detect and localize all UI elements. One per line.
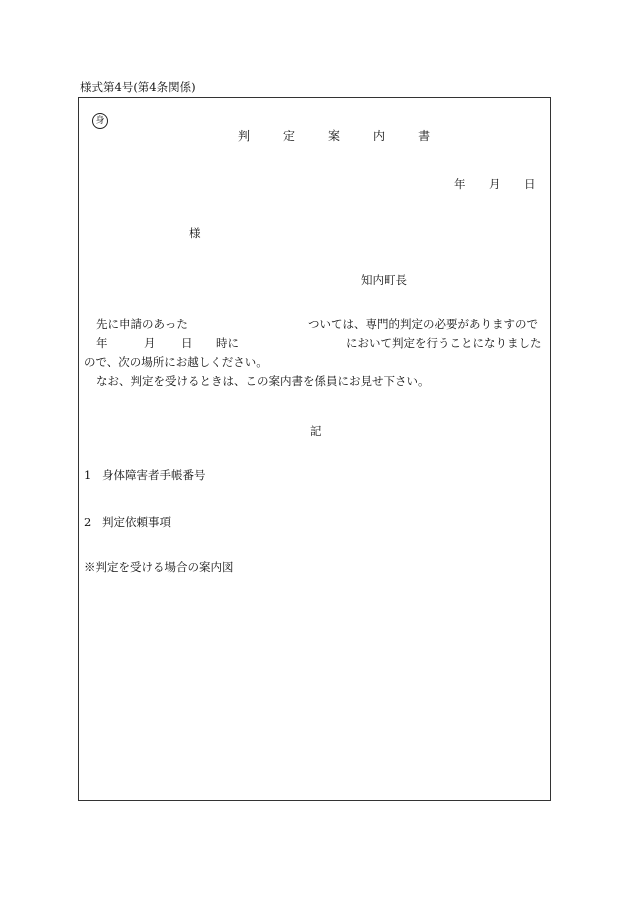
list-item [84, 517, 171, 529]
title-char: 案 [328, 129, 341, 143]
body-line-2-year: 年 [96, 336, 108, 350]
title-char: 判 [238, 129, 251, 143]
date-month: 月 [489, 177, 501, 191]
body-line-3: ので、次の場所にお越しください。 [84, 355, 268, 369]
body-line-4: なお、判定を受けるときは、この案内書を係員にお見せ下さい。 [96, 374, 430, 388]
form-number-label: 様式第4号(第4条関係) [80, 80, 196, 94]
circled-mark: 身 [92, 113, 108, 129]
body-line-2-month: 月 [144, 336, 156, 350]
list-item [84, 470, 206, 482]
item-label: 身体障害者手帳番号 [102, 468, 206, 482]
date-day: 日 [524, 177, 536, 191]
item-number: 1 [84, 468, 92, 482]
body-line-1-end: ついては、専門的判定の必要がありますので [308, 317, 538, 331]
ki-heading: 記 [310, 424, 322, 438]
body-line-2-hour: 時に [216, 336, 239, 350]
map-note: ※判定を受ける場合の案内図 [84, 560, 234, 574]
document-title [238, 130, 430, 142]
title-char: 書 [418, 129, 431, 143]
body-line-1-start: 先に申請のあった [96, 317, 188, 331]
body-line-2-end: において判定を行うことになりました [346, 336, 542, 350]
title-char: 内 [373, 129, 386, 143]
document-frame [78, 97, 551, 801]
title-char: 定 [283, 129, 296, 143]
issuer-name: 知内町長 [361, 273, 407, 287]
item-number: 2 [84, 515, 92, 529]
item-label: 判定依頼事項 [102, 515, 171, 529]
date-year: 年 [454, 177, 466, 191]
body-line-2-day: 日 [181, 336, 193, 350]
addressee-honorific: 様 [189, 226, 201, 240]
